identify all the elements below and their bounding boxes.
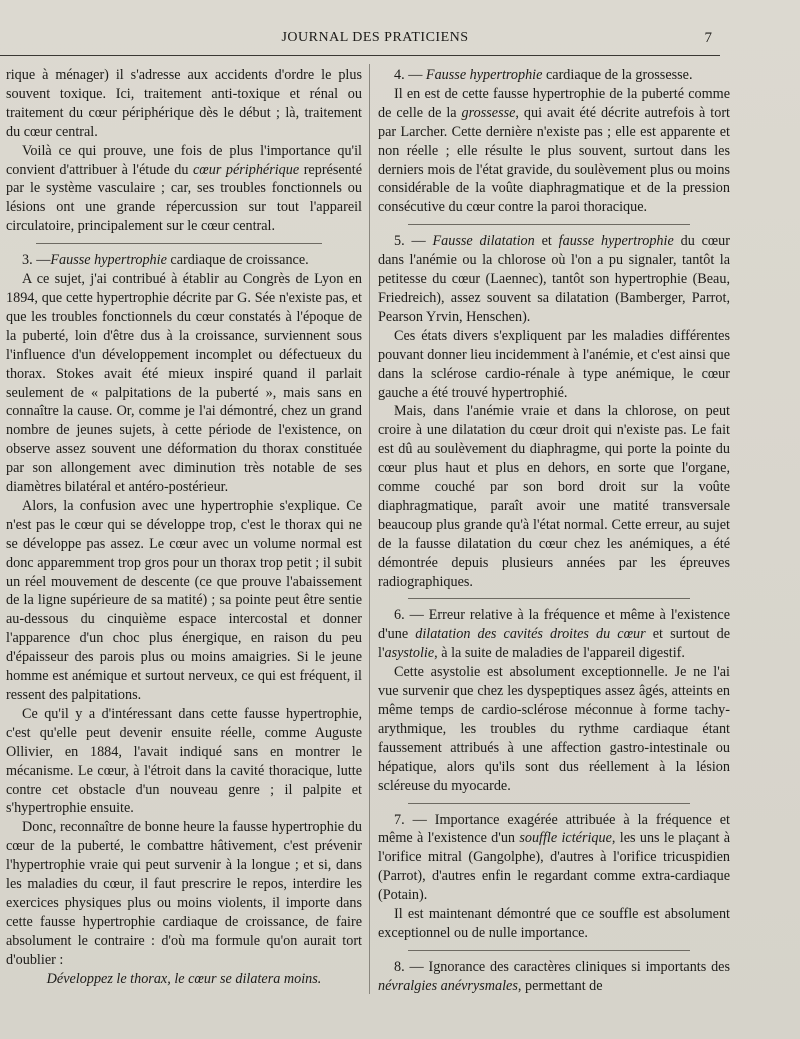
italic-term: grossesse [461, 104, 516, 121]
paragraph-congress: A ce sujet, j'ai contribué à établir au Congrès de Lyon en 1894, que cette hypertrophie décrite par G. Sée n'existe pas, et que les troubles fonctionnels du cœur constatés à l'époque de la puberté, loin d'être dus à la croissance, surviennent sous l'influence d'un développement incomplet ou défectueux du thorax. Stokes avait été mieux inspiré quand il parlait seulement de « palpitations de la puberté », mais sans en connaître la cause. Or, comme je l'ai démontré, chez un grand nombre de jeunes sujets, à cette période de l'existence, on observe assez souvent une déformation du thorax constituée par son allongement avec diminution très notable de ses diamètres bilatéral et antéro-postérieur. [6, 271, 362, 496]
text-run: 7. — Importance exagérée attribuée à la fréquence et même à l'existence d'un [378, 811, 730, 847]
paragraph-real-hypertrophy: Ce qu'il y a d'intéressant dans cette fausse hypertrophie, c'est qu'elle peut devenir ensuite réelle, comme Auguste Ollivier, en 1884, l'avait indiqué sans en montrer le mécanisme. Le cœur, à l'étroit dans la cavité thoracique, lutte contre cet obstacle d'un nouveau genre ; il palpite et s'hypertrophie ensuite. [6, 705, 362, 817]
text-run: Il en est de cette fausse hypertrophie de la puberté comme de celle de la [378, 85, 730, 121]
italic-term: fausse hypertrophie [558, 233, 674, 250]
right-column [378, 66, 730, 996]
page-number: 7 [704, 30, 712, 46]
text-run: , qui avait été décrite autrefois à tort par Larcher. Cette dernière n'existe pas ; elle est apparente et non réelle ; elle résulte le plus souvent, surtout dans les derniers mois de l'état gravide, du soulèvement plus ou moins considérable de la voûte diaphragmatique et de la pression consécutive du cœur contre la paroi thoracique. [378, 104, 730, 216]
italic-term: souffle ictérique [519, 830, 612, 847]
text-run: , les uns le plaçant à l'orifice mitral (Gangolphe), d'autres à l'orifice tricuspidien (Parrot), d'autres enfin le regardant comme extra-cardiaque (Potain). [378, 830, 730, 904]
text-run: représenté par le système vasculaire ; car, ses troubles fonctionnels ou lésions ont une grande répercussion sur tout l'appareil circulatoire, principalement sur le cœur central. [6, 161, 362, 235]
text-run: , permettant de [517, 977, 603, 994]
paragraph-confusion: Alors, la confusion avec une hypertrophie s'explique. Ce n'est pas le cœur qui se développe trop, c'est le thorax qui ne se développe pas assez. Le cœur avec un volume normal est donc apparemment trop gros pour un thorax trop petit ; il subit un réel mouvement de descente (ce que prouve l'abaissement de la ligne supérieure de sa matité) ; sa pointe peut être sentie au-dessous du cinquième espace intercostal et donner l'apparence d'un choc plus énergique, en raison du peu d'épaisseur des parois plus ou moins amaigries. Si le jeune homme est anémique et surtout nerveux, ce qui est fréquent, il ressent des palpitations. [6, 497, 362, 703]
text-run: 6. — Erreur relative à la fréquence et même à l'existence d'une [378, 607, 730, 643]
text-run: du cœur dans l'anémie ou la chlorose où l'on a pu signaler, tantôt la petitesse du cœur (Laennec), tantôt son hypertrophie (Beau, Friedreich), assez souvent sa dilatation (Bamberger, Parrot, Pearson Yrvin, Henschen). [378, 233, 730, 325]
section-heading-8 [378, 958, 730, 996]
paragraph-souffle: Il est maintenant démontré que ce souffle est absolument exceptionnel ou de nulle importance. [378, 906, 730, 941]
paragraph-pregnancy [378, 85, 730, 217]
page-header [0, 0, 800, 60]
italic-term: Fausse dilatation [432, 233, 535, 250]
text-run: cardiaque de croissance. [166, 252, 309, 269]
paragraph-asystole: Cette asystolie est absolument exceptionnelle. Je ne l'ai vue survenir que chez les dyspeptiques assez âgés, atteints en même temps de cardio-sclérose méconnue à forme tachy-arythmique, les troubles du rythme cardiaque étant faussement attribués à une affection gastro-intestinale ou hépatique, alors qu'ils sont dus réellement à la lésion scléreuse du myocarde. [378, 664, 730, 794]
closing-formula: Développez le thorax, le cœur se dilatera moins. [46, 970, 322, 987]
text-run: 8. — Ignorance des caractères cliniques si importants des [394, 958, 730, 975]
section-number: 5. — [394, 233, 426, 250]
section-heading-4 [378, 66, 730, 85]
text-run: cardiaque de la grossesse. [542, 67, 693, 83]
italic-term: cœur périphérique [192, 161, 300, 178]
italic-term: asystolie [384, 645, 435, 662]
section-heading-3 [6, 251, 362, 270]
paragraph-anemia-states: Ces états divers s'expliquent par les maladies différentes pouvant donner lieu incidemment à l'anémie, et c'est ainsi que dans la sclérose cardio-rénale à type anémique, le cœur gauche a été trouvé hypertrophié. [378, 327, 730, 401]
header-rule [0, 55, 720, 56]
italic-term: Fausse hypertrophie [425, 67, 543, 83]
italic-term: Fausse hypertrophie [50, 252, 167, 269]
section-rule [408, 598, 690, 599]
paragraph-peripheral-heart [6, 142, 362, 237]
column-divider [369, 64, 370, 994]
italic-term: névralgies anévrysmales [378, 977, 518, 994]
text-run: , à la suite de maladies de l'appareil digestif. [434, 645, 685, 662]
section-rule [408, 950, 690, 951]
text-run: Voilà ce qui prouve, une fois de plus l'importance qu'il convient d'attribuer à l'étude du [6, 142, 362, 178]
text-run: et surtout de l' [378, 626, 730, 662]
italic-term: dilatation des cavités droites du cœur [415, 626, 646, 643]
paragraph-prevention: Donc, reconnaître de bonne heure la fausse hypertrophie du cœur de la puberté, le combattre hâtivement, c'est prévenir l'hypertrophie vraie qui peut survenir à la longue ; et si, dans les maladies du cœur, il faut prescrire le repos, interdire les exercices physiques plus ou moins violents, il importe dans cette fausse hypertrophie cardiaque de croissance, de faire absolument le contraire : d'où ma formule qu'on aurait tort d'oublier : [6, 819, 362, 968]
section-heading-6 [378, 606, 730, 663]
section-rule [408, 803, 690, 804]
section-number: 3. — [22, 252, 51, 269]
section-rule [408, 224, 690, 225]
section-heading-5 [378, 232, 730, 327]
paragraph-continued: rique à ménager) il s'adresse aux accidents d'ordre le plus souvent toxique. Ici, traitement anti-toxique et rénal ou traitement du cœur périphérique dès le début ; là, traitement du cœur central. [6, 67, 362, 140]
section-number: 4. — [394, 67, 423, 83]
section-rule [36, 243, 322, 244]
section-heading-7 [378, 811, 730, 906]
running-head: JOURNAL DES PRATICIENS [281, 30, 469, 45]
left-column [6, 66, 362, 989]
paragraph-chlorosis: Mais, dans l'anémie vraie et dans la chlorose, on peut croire à une dilatation du cœur droit qui n'existe pas. Le fait est dû au soulèvement du diaphragme, qui porte la pointe du cœur plus haut et plus en dehors, en sorte que l'organe, comme couché par son bord droit sur la voûte diaphragmatique, paraît avoir une matité transversale beaucoup plus grande qu'à l'état normal. Cette erreur, au sujet de la fausse dilatation du cœur chez les anémiques, a été démontrée depuis plusieurs années par les épreuves radiographiques. [378, 403, 730, 590]
text-run: et [534, 233, 559, 250]
